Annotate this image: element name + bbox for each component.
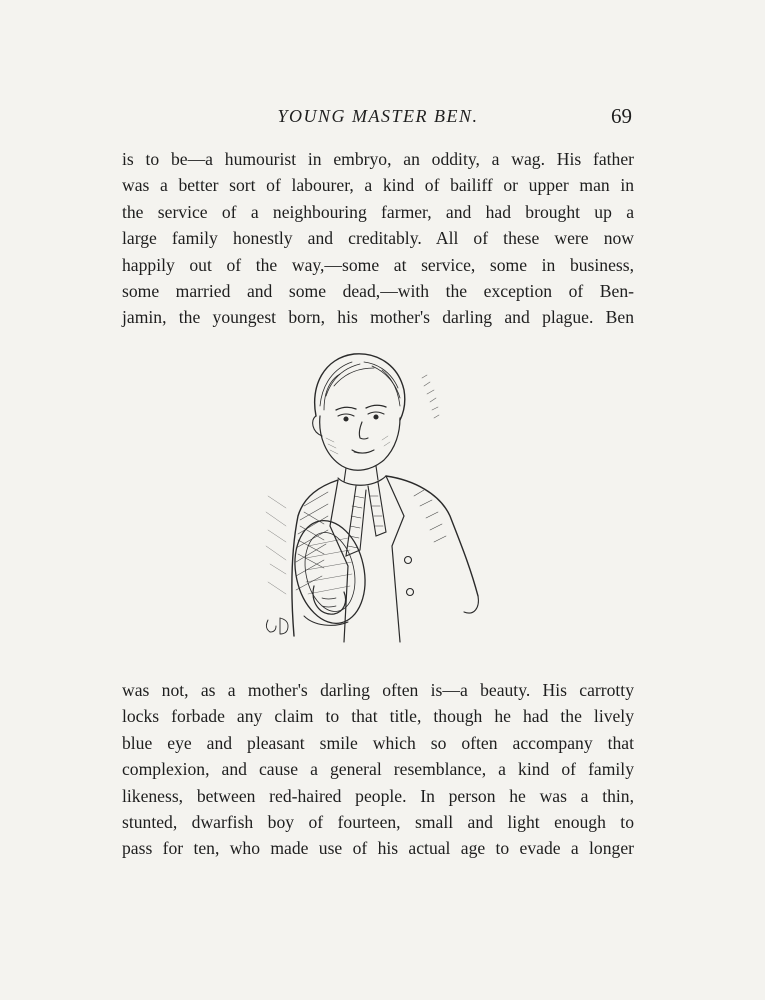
text-line: was not, as a mother's darling often is—a beauty. His carrotty — [122, 680, 634, 700]
text-line: locks forbade any claim to that title, though he had the lively — [122, 706, 634, 727]
text-line: stunted, dwarfish boy of fourteen, small and light enough to — [122, 811, 634, 832]
text-line: complexion, and cause a general resemblance, a kind of family — [122, 759, 634, 780]
text-line: is to be—a humourist in embryo, an oddity, a wag. His father — [122, 149, 634, 169]
running-head — [122, 104, 634, 132]
paragraph-bottom — [122, 677, 634, 862]
text-line: some married and some dead,—with the exception of Ben- — [122, 280, 634, 301]
running-title: YOUNG MASTER BEN. — [277, 106, 479, 126]
text-line: blue eye and pleasant smile which so often accompany that — [122, 732, 634, 753]
text-line: jamin, the youngest born, his mother's darling and plague. Ben — [122, 307, 634, 328]
page-number: 69 — [611, 104, 632, 128]
boy-engraving-icon — [264, 346, 508, 646]
boy-illustration — [264, 346, 508, 646]
text-line: pass for ten, who made use of his actual age to evade a longer — [122, 838, 634, 859]
text-line: was a better sort of labourer, a kind of bailiff or upper man in — [122, 175, 634, 196]
text-line: likeness, between red-haired people. In person he was a thin, — [122, 785, 634, 806]
text-line: large family honestly and creditably. All of these were now — [122, 228, 634, 249]
text-line: the service of a neighbouring farmer, and had brought up a — [122, 201, 634, 222]
paragraph-top — [122, 146, 634, 331]
text-line: happily out of the way,—some at service, some in business, — [122, 254, 634, 275]
